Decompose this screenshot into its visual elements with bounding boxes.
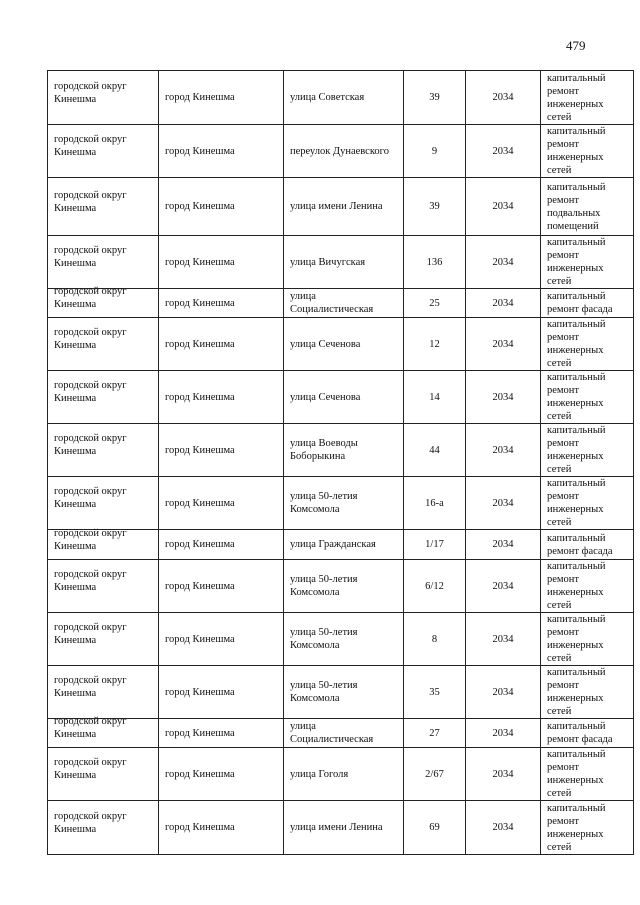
cell-house-number: 9 (404, 125, 466, 178)
cell-house-number: 12 (404, 318, 466, 371)
cell-year: 2034 (466, 477, 541, 530)
cell-house-number: 14 (404, 371, 466, 424)
table-row (48, 236, 634, 289)
cell-house-number: 1/17 (404, 530, 466, 560)
table-row (48, 560, 634, 613)
cell-work-type: капитальный ремонт инженерных сетей (541, 236, 634, 289)
cell-street: улица Гоголя (284, 748, 404, 801)
cell-okrug: городской округ Кинешма (48, 666, 159, 719)
cell-work-type: капитальный ремонт инженерных сетей (541, 318, 634, 371)
cell-okrug: городской округ Кинешма (48, 560, 159, 613)
page-number: 479 (566, 38, 586, 53)
cell-city: город Кинешма (159, 71, 284, 125)
cell-street: улица 50-летия Комсомола (284, 560, 404, 613)
cell-year: 2034 (466, 178, 541, 236)
table-row (48, 71, 634, 125)
cell-city: город Кинешма (159, 424, 284, 477)
cell-okrug: городской округ Кинешма (48, 125, 159, 178)
cell-city: город Кинешма (159, 178, 284, 236)
cell-street: улица имени Ленина (284, 178, 404, 236)
cell-street: улица Сеченова (284, 318, 404, 371)
cell-year: 2034 (466, 424, 541, 477)
cell-city: город Кинешма (159, 318, 284, 371)
table-row (48, 613, 634, 666)
cell-work-type: капитальный ремонт фасада (541, 530, 634, 560)
cell-street: улица Гражданская (284, 530, 404, 560)
cell-city: город Кинешма (159, 801, 284, 855)
cell-okrug: городской округ Кинешма (48, 801, 159, 855)
table-row (48, 125, 634, 178)
cell-year: 2034 (466, 125, 541, 178)
cell-year: 2034 (466, 236, 541, 289)
cell-okrug: городской округ Кинешма (48, 748, 159, 801)
cell-work-type: капитальный ремонт инженерных сетей (541, 371, 634, 424)
cell-year: 2034 (466, 289, 541, 318)
cell-street: улица 50-летия Комсомола (284, 613, 404, 666)
cell-okrug: городской округ Кинешма (48, 178, 159, 236)
cell-house-number: 2/67 (404, 748, 466, 801)
cell-city: город Кинешма (159, 236, 284, 289)
cell-house-number: 39 (404, 178, 466, 236)
cell-year: 2034 (466, 748, 541, 801)
cell-work-type: капитальный ремонт инженерных сетей (541, 424, 634, 477)
cell-year: 2034 (466, 318, 541, 371)
cell-okrug: городской округ Кинешма (48, 613, 159, 666)
cell-okrug: городской округ Кинешма (48, 236, 159, 289)
table-row (48, 666, 634, 719)
cell-house-number: 44 (404, 424, 466, 477)
cell-house-number: 16-а (404, 477, 466, 530)
table-row (48, 530, 634, 560)
cell-street: улица 50-летия Комсомола (284, 477, 404, 530)
cell-work-type: капитальный ремонт подвальных помещений (541, 178, 634, 236)
cell-city: город Кинешма (159, 719, 284, 748)
cell-year: 2034 (466, 801, 541, 855)
cell-year: 2034 (466, 613, 541, 666)
table-row (48, 801, 634, 855)
cell-okrug: городской округ Кинешма (48, 477, 159, 530)
cell-okrug: городской округ Кинешма (48, 289, 159, 318)
cell-city: город Кинешма (159, 289, 284, 318)
table-row (48, 178, 634, 236)
registry-table (47, 70, 634, 855)
table-row (48, 719, 634, 748)
cell-okrug: городской округ Кинешма (48, 530, 159, 560)
cell-street: улица Сеченова (284, 371, 404, 424)
registry-table-body (48, 71, 634, 855)
table-row (48, 371, 634, 424)
cell-city: город Кинешма (159, 666, 284, 719)
cell-street: улица Вичугская (284, 236, 404, 289)
cell-city: город Кинешма (159, 560, 284, 613)
cell-street: улица Социалистическая (284, 719, 404, 748)
cell-work-type: капитальный ремонт инженерных сетей (541, 125, 634, 178)
cell-year: 2034 (466, 560, 541, 613)
cell-year: 2034 (466, 666, 541, 719)
cell-work-type: капитальный ремонт инженерных сетей (541, 801, 634, 855)
table-row (48, 289, 634, 318)
table-row (48, 318, 634, 371)
cell-house-number: 39 (404, 71, 466, 125)
cell-work-type: капитальный ремонт инженерных сетей (541, 560, 634, 613)
cell-work-type: капитальный ремонт инженерных сетей (541, 71, 634, 125)
table-row (48, 477, 634, 530)
cell-work-type: капитальный ремонт инженерных сетей (541, 666, 634, 719)
cell-city: город Кинешма (159, 530, 284, 560)
cell-street: улица Воеводы Боборыкина (284, 424, 404, 477)
cell-year: 2034 (466, 371, 541, 424)
cell-city: город Кинешма (159, 477, 284, 530)
cell-street: улица Социалистическая (284, 289, 404, 318)
cell-house-number: 27 (404, 719, 466, 748)
cell-city: город Кинешма (159, 125, 284, 178)
cell-city: город Кинешма (159, 371, 284, 424)
cell-year: 2034 (466, 71, 541, 125)
cell-house-number: 136 (404, 236, 466, 289)
cell-house-number: 69 (404, 801, 466, 855)
cell-work-type: капитальный ремонт фасада (541, 289, 634, 318)
table-row (48, 424, 634, 477)
cell-city: город Кинешма (159, 748, 284, 801)
cell-house-number: 35 (404, 666, 466, 719)
cell-year: 2034 (466, 530, 541, 560)
table-row (48, 748, 634, 801)
cell-okrug: городской округ Кинешма (48, 371, 159, 424)
cell-street: улица имени Ленина (284, 801, 404, 855)
cell-house-number: 6/12 (404, 560, 466, 613)
cell-house-number: 25 (404, 289, 466, 318)
cell-work-type: капитальный ремонт фасада (541, 719, 634, 748)
cell-work-type: капитальный ремонт инженерных сетей (541, 477, 634, 530)
cell-okrug: городской округ Кинешма (48, 71, 159, 125)
cell-street: переулок Дунаевского (284, 125, 404, 178)
cell-okrug: городской округ Кинешма (48, 424, 159, 477)
cell-street: улица Советская (284, 71, 404, 125)
cell-street: улица 50-летия Комсомола (284, 666, 404, 719)
cell-city: город Кинешма (159, 613, 284, 666)
cell-house-number: 8 (404, 613, 466, 666)
cell-okrug: городской округ Кинешма (48, 719, 159, 748)
cell-work-type: капитальный ремонт инженерных сетей (541, 748, 634, 801)
cell-okrug: городской округ Кинешма (48, 318, 159, 371)
cell-work-type: капитальный ремонт инженерных сетей (541, 613, 634, 666)
cell-year: 2034 (466, 719, 541, 748)
